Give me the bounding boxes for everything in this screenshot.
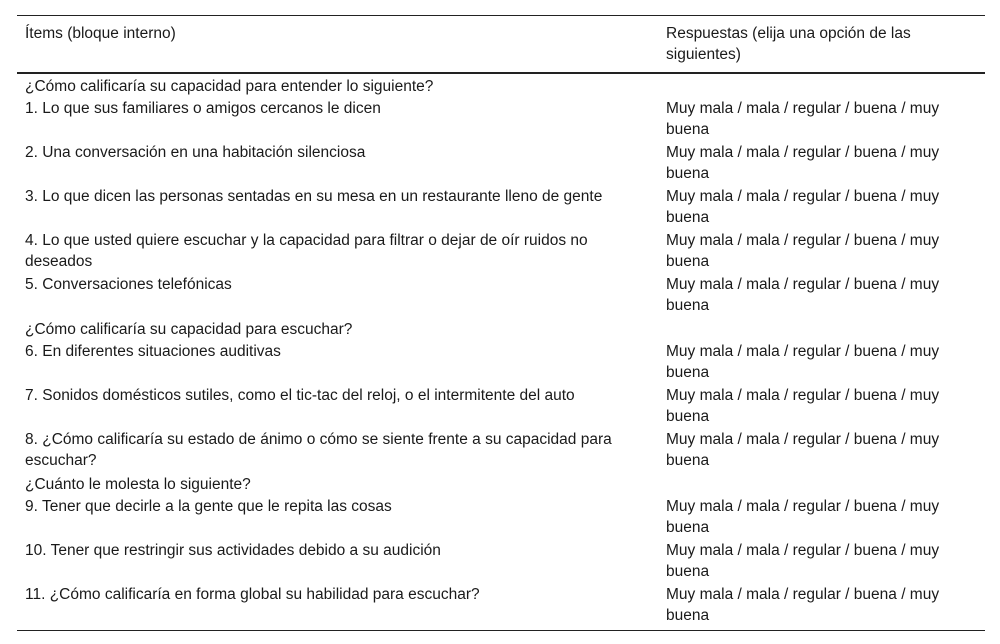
- item-row: [17, 340, 985, 384]
- items-column-header: Ítems (bloque interno): [17, 16, 658, 74]
- item-row: [17, 229, 985, 273]
- response-options: Muy mala / mala / regular / buena / muy buena: [666, 100, 940, 138]
- item-row: [17, 97, 985, 141]
- item-row: [17, 185, 985, 229]
- response-options: Muy mala / mala / regular / buena / muy buena: [666, 542, 940, 580]
- section-heading: ¿Cuánto le molesta lo siguiente?: [25, 476, 251, 493]
- section-heading-row: [17, 73, 985, 97]
- empty-cell: [658, 73, 985, 97]
- responses-column-header: Respuestas (elija una opción de las siguientes): [658, 16, 985, 74]
- item-text: 9. Tener que decirle a la gente que le repita las cosas: [25, 498, 392, 515]
- item-text: 10. Tener que restringir sus actividades debido a su audición: [25, 542, 441, 559]
- item-text: 6. En diferentes situaciones auditivas: [25, 343, 281, 360]
- empty-cell: [658, 472, 985, 495]
- header-row: [17, 16, 985, 74]
- response-options: Muy mala / mala / regular / buena / muy buena: [666, 144, 940, 182]
- response-options: Muy mala / mala / regular / buena / muy buena: [666, 232, 940, 270]
- item-text: 2. Una conversación en una habitación silenciosa: [25, 144, 366, 161]
- empty-cell: [658, 317, 985, 340]
- item-text: 1. Lo que sus familiares o amigos cercanos le dicen: [25, 100, 381, 117]
- section-heading-row: [17, 472, 985, 495]
- item-text: 5. Conversaciones telefónicas: [25, 276, 232, 293]
- item-row: [17, 539, 985, 583]
- section-heading-row: [17, 317, 985, 340]
- response-options: Muy mala / mala / regular / buena / muy buena: [666, 343, 940, 381]
- item-row: [17, 495, 985, 539]
- response-options: Muy mala / mala / regular / buena / muy buena: [666, 431, 940, 469]
- item-text: 11. ¿Cómo calificaría en forma global su habilidad para escuchar?: [17, 583, 658, 631]
- item-row: [17, 428, 985, 472]
- item-row: [17, 141, 985, 185]
- response-options: Muy mala / mala / regular / buena / muy buena: [666, 498, 940, 536]
- item-row: [17, 273, 985, 317]
- response-options: Muy mala / mala / regular / buena / muy buena: [658, 583, 985, 631]
- questionnaire-table-container: [17, 15, 985, 631]
- item-text: 8. ¿Cómo calificaría su estado de ánimo o cómo se siente frente a su capacidad para escuchar?: [25, 431, 612, 469]
- table-body: [17, 73, 985, 631]
- item-text: 3. Lo que dicen las personas sentadas en su mesa en un restaurante lleno de gente: [25, 188, 603, 205]
- section-heading: ¿Cómo calificaría su capacidad para escuchar?: [25, 321, 353, 338]
- item-text: 7. Sonidos domésticos sutiles, como el tic-tac del reloj, o el intermitente del auto: [25, 387, 575, 404]
- item-row: [17, 583, 985, 631]
- item-text: 4. Lo que usted quiere escuchar y la capacidad para filtrar o dejar de oír ruidos no deseados: [25, 232, 588, 270]
- section-heading: ¿Cómo calificaría su capacidad para entender lo siguiente?: [25, 78, 434, 95]
- questionnaire-table: [17, 15, 985, 631]
- response-options: Muy mala / mala / regular / buena / muy buena: [666, 276, 940, 314]
- response-options: Muy mala / mala / regular / buena / muy buena: [666, 188, 940, 226]
- table-header: [17, 16, 985, 74]
- item-row: [17, 384, 985, 428]
- response-options: Muy mala / mala / regular / buena / muy buena: [666, 387, 940, 425]
